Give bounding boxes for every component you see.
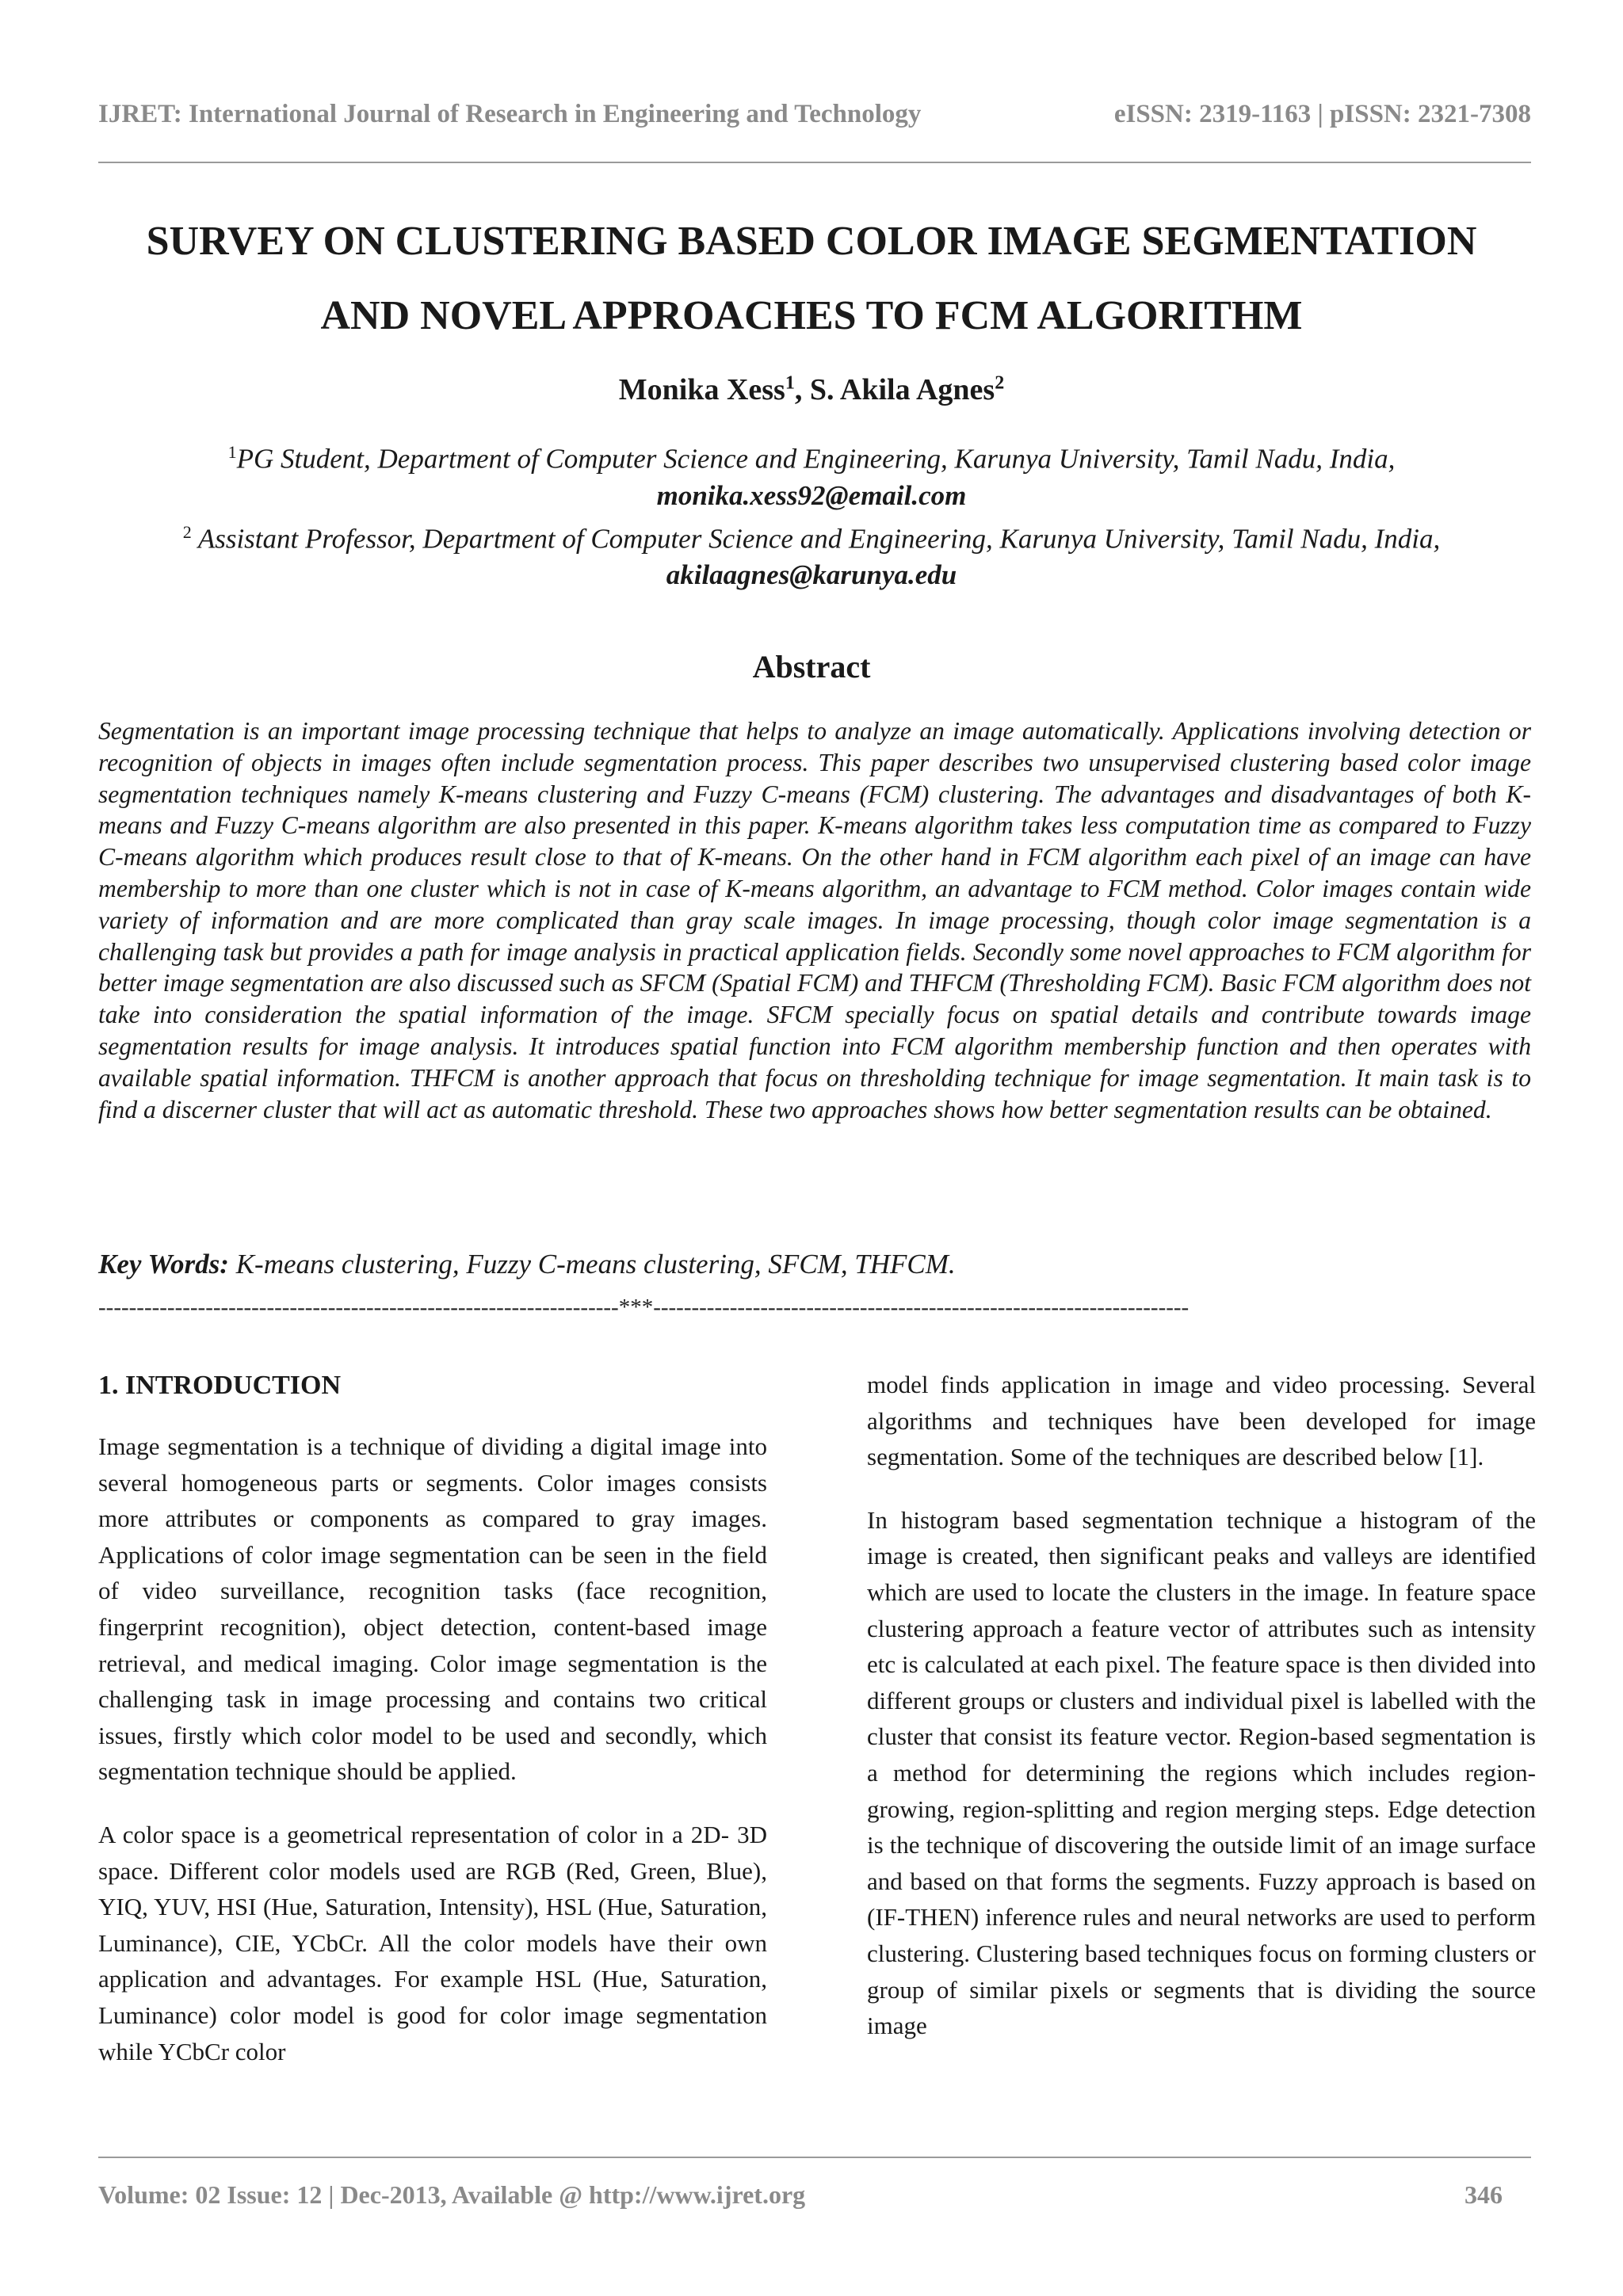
body-paragraph: Image segmentation is a technique of dividing a digital image into several homogeneous parts or segments. Color images consists more attributes or components as compared to gray images. Applications of color image segmentation can be seen in the field of video surveillance, recognition tasks (face recognition, fingerprint recognition), object detection, content-based image retrieval, and medical imaging. Color image segmentation is the challenging task in image processing and contains two critical issues, firstly which color model to be used and secondly, which segmentation technique should be applied. [98,1432,767,1786]
author-1-email: monika.xess92@email.com [656,479,967,511]
keywords-text: K-means clustering, Fuzzy C-means clustering, SFCM, THFCM. [228,1249,956,1280]
affiliation-2-marker: 2 [182,521,192,542]
section-separator: --------------------------------------------------------------------***---------------------------------------------------------------------- [98,1295,1190,1320]
volume-info: Volume: 02 Issue: 12 | Dec-2013, Available @ http://www.ijret.org [98,2180,806,2209]
abstract-text: Segmentation is an important image processing technique that helps to analyze an image automatically. Applications involving detection or recognition of objects in images often include segmentation process. This paper describes two unsupervised clustering based color image segmentation techniques namely K-means clustering and Fuzzy C-means (FCM) clustering. The advantages and disadvantages of both K-means and Fuzzy C-means algorithm are also presented in this paper. K-means algorithm takes less computation time as compared to Fuzzy C-means algorithm which produces result close to that of K-means. On the other hand in FCM algorithm each pixel of an image can have membership to more than one cluster which is not in case of K-means algorithm, an advantage to FCM method. Color images contain wide variety of information and are more complicated than gray scale images. In image processing, though color image segmentation is a challenging task but provides a path for image analysis in practical application fields. Secondly some novel approaches to FCM algorithm for better image segmentation are also discussed such as SFCM (Spatial FCM) and THFCM (Thresholding FCM). Basic FCM algorithm does not take into consideration the spatial information of the image. SFCM specially focus on spatial details and contribute towards image segmentation results for image analysis. It introduces spatial function into FCM algorithm membership function and then operates with available spatial information. THFCM is another approach that focus on thresholding technique for image segmentation. It main task is to find a discerner cluster that will act as automatic threshold. These two approaches shows how better segmentation results can be obtained. [98,717,1531,1123]
affiliation-2 [79,514,1544,558]
right-column [867,1367,1536,2071]
author-1-marker: 1 [785,372,795,394]
author-separator: , [794,373,810,406]
affiliation-1-text: PG Student, Department of Computer Science and Engineering, Karunya University, Tamil Nadu, India, [236,443,1396,475]
body-paragraph: model finds application in image and video processing. Several algorithms and techniques have been developed for image segmentation. Some of the techniques are described below [1]. [867,1371,1536,1471]
running-footer [98,2180,1503,2210]
section-heading: 1. INTRODUCTION [98,1371,342,1400]
abstract-heading: Abstract [752,649,871,685]
body-paragraph: In histogram based segmentation technique a histogram of the image is created, then significant peaks and valleys are identified which are used to locate the clusters in the image. In feature space clustering approach a feature vector of attributes such as intensity etc is calculated at each pixel. The feature space is then divided into different groups or clusters and individual pixel is labelled with the cluster that consist its feature vector. Region-based segmentation is a method for determining the regions which includes region-growing, region-splitting and region merging steps. Edge detection is the technique of discovering the outside limit of an image surface and based on that forms the segments. Fuzzy approach is based on (IF-THEN) inference rules and neural networks are used to perform clustering. Clustering based techniques focus on forming clusters or group of similar pixels or segments that is dividing the source image [867,1505,1536,2040]
page-number: 346 [1465,2180,1503,2209]
footer-rule [98,2157,1531,2158]
title-line-1: SURVEY ON CLUSTERING BASED COLOR IMAGE SEGMENTATION [146,219,1477,264]
paper-title [79,204,1544,353]
journal-name: IJRET: International Journal of Research in Engineering and Technology [98,100,922,128]
author-1: Monika Xess [618,373,785,406]
affiliation-1-marker: 1 [227,442,237,462]
issn-info: eISSN: 2319-1163 | pISSN: 2321-7308 [1113,100,1531,128]
affiliations [79,434,1544,593]
left-column [98,1367,767,2096]
title-line-2: AND NOVEL APPROACHES TO FCM ALGORITHM [320,293,1303,338]
body-paragraph: A color space is a geometrical representation of color in a 2D- 3D space. Different color models used are RGB (Red, Green, Blue), YIQ, YUV, HSI (Hue, Saturation, Intensity), HSL (Hue, Saturation, Luminance), CIE, YCbCr. All the color models have their own application and advantages. For example HSL (Hue, Saturation, Luminance) color model is good for color image segmentation while YCbCr color [98,1820,767,2065]
keywords [98,1249,1531,1280]
author-2: S. Akila Agnes [809,373,995,406]
author-list [0,372,1623,407]
running-header [98,100,1531,129]
affiliation-1 [79,434,1544,478]
header-rule [98,162,1531,163]
author-2-marker: 2 [995,372,1005,394]
affiliation-2-text: Assistant Professor, Department of Computer Science and Engineering, Karunya University, Tamil Nadu, India, [191,523,1441,555]
author-2-email: akilaagnes@karunya.edu [666,559,957,591]
keywords-label: Key Words: [98,1249,229,1280]
